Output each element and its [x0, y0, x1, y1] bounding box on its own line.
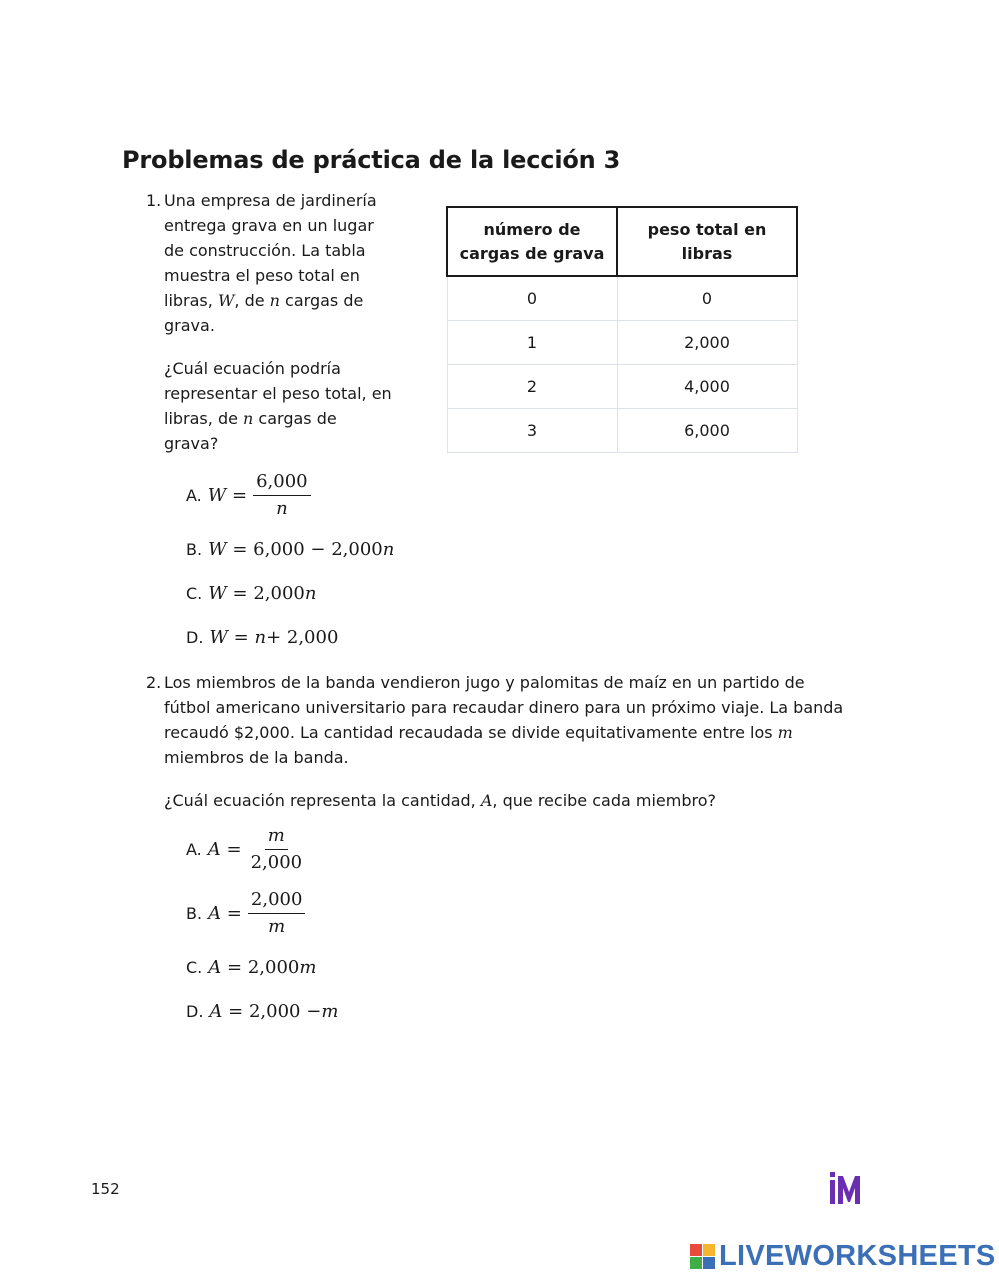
q2-question: ¿Cuál ecuación representa la cantidad, A, que recibe cada miembro? [164, 791, 716, 810]
q1-option-b[interactable] [186, 539, 394, 560]
fraction: $\frac{6,000}{n}$ [253, 472, 311, 519]
option-equation: A = $\frac{m}{2,000}$ [208, 826, 305, 873]
liveworksheets-logo[interactable] [690, 1240, 996, 1273]
brand-name: LIVEWORKSHEETS [719, 1240, 996, 1272]
table-row [447, 365, 797, 409]
option-equation: W = 6,000 − 2,000 n [208, 539, 395, 560]
q2-option-d[interactable] [186, 1001, 338, 1022]
option-equation: A = $\frac{2,000}{m}$ [208, 890, 305, 937]
fraction: $\frac{m}{2,000}$ [250, 825, 303, 873]
table-row [447, 276, 797, 321]
option-equation: A = 2,000 − m [209, 1001, 339, 1022]
option-label: C. [186, 584, 203, 603]
option-label: C. [186, 958, 203, 977]
option-equation: A = 2,000 m [208, 957, 317, 978]
q1-option-a[interactable] [186, 472, 311, 519]
option-label: D. [186, 628, 204, 647]
table-cell: 3 [447, 409, 617, 453]
q2-option-b[interactable] [186, 890, 305, 937]
q2-intro: Los miembros de la banda vendieron jugo y palomitas de maíz en un partido de fútbol americano universitario para recaudar dinero para un próximo viaje. La banda recaudó $2,000. La cantidad recaudada se divide equitativamente entre los m miembros de la banda. [164, 673, 844, 767]
q1-question: ¿Cuál ecuación podría representar el peso total, en libras, de n cargas de grava? [164, 359, 392, 453]
im-logo-icon [828, 1172, 866, 1206]
table-row [447, 409, 797, 453]
page-title: Problemas de práctica de la lección 3 [122, 146, 621, 174]
option-equation: W = n + 2,000 [209, 627, 339, 648]
q2-option-a[interactable] [186, 826, 305, 873]
option-equation: W = $\frac{6,000}{n}$ [208, 472, 311, 519]
table-header-loads: número de cargas de grava [447, 207, 617, 276]
table-header-row [447, 207, 797, 276]
option-label: B. [186, 540, 203, 559]
table-cell: 0 [447, 276, 617, 321]
table-cell: 2,000 [617, 321, 797, 365]
q1-intro: Una empresa de jardinería entrega grava en un lugar de construcción. La tabla muestra el peso total en libras, W, de n cargas de grava. [164, 191, 377, 335]
option-equation: W = 2,000 n [208, 583, 317, 604]
q1-option-c[interactable] [186, 583, 316, 604]
table-cell: 0 [617, 276, 797, 321]
q2-number: 2. [146, 673, 162, 692]
table-cell: 2 [447, 365, 617, 409]
fraction: $\frac{2,000}{m}$ [248, 890, 306, 937]
option-label: B. [186, 904, 203, 923]
loads-weight-table [446, 206, 798, 453]
option-label: A. [186, 840, 202, 859]
table-cell: 6,000 [617, 409, 797, 453]
option-label: D. [186, 1002, 204, 1021]
table-header-weight: peso total en libras [617, 207, 797, 276]
q2-option-c[interactable] [186, 957, 316, 978]
q1-number: 1. [146, 191, 162, 210]
option-label: A. [186, 486, 202, 505]
table-row [447, 321, 797, 365]
liveworksheets-logo-icon [690, 1244, 715, 1269]
q1-option-d[interactable] [186, 627, 338, 648]
table-cell: 1 [447, 321, 617, 365]
table-cell: 4,000 [617, 365, 797, 409]
page-number: 152 [91, 1180, 120, 1198]
